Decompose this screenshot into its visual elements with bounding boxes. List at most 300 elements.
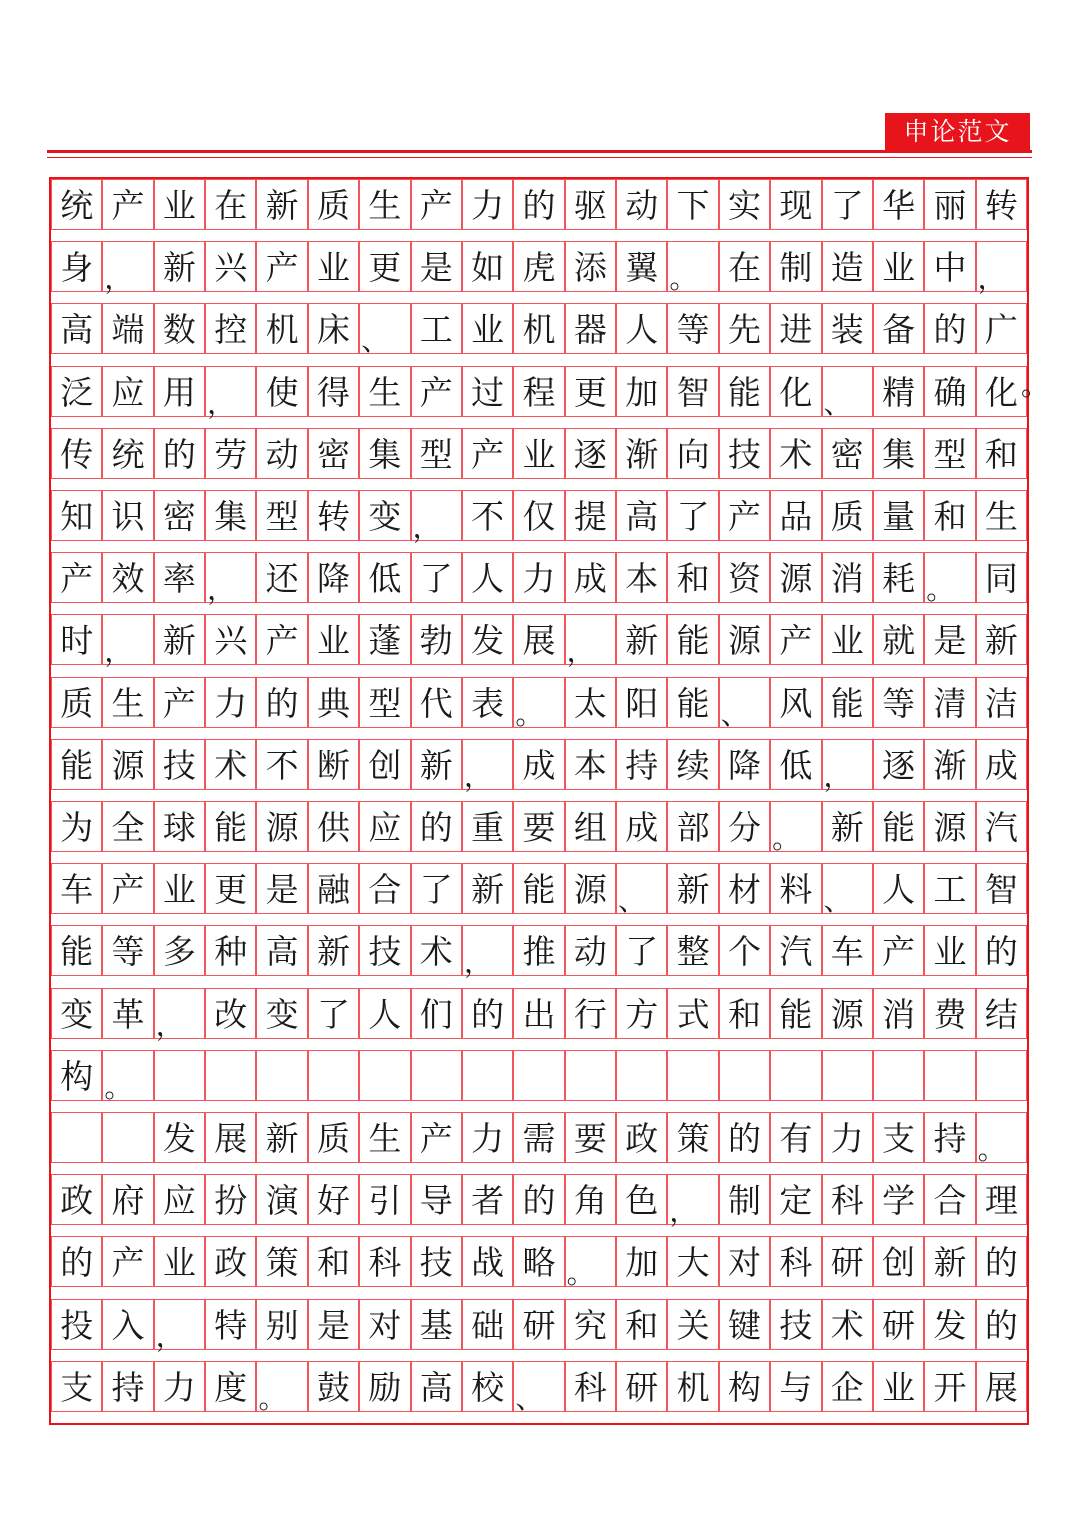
grid-cell: 的 [462,988,513,1039]
grid-cell: 业 [873,1361,924,1412]
grid-cell: 基 [411,1299,462,1350]
grid-cell: 组 [565,801,616,852]
grid-cell: 成 [616,801,667,852]
grid-row [51,490,1027,552]
grid-cell: 车 [822,925,873,976]
grid-cell [976,1050,1027,1101]
grid-cell: 关 [667,1299,718,1350]
grid-cell: 识 [102,490,153,541]
punctuation-mark: 。 [1021,368,1050,402]
grid-cell: 造 [822,241,873,292]
grid-cell: 和 [976,428,1027,479]
grid-cell: 高 [51,303,102,354]
grid-cell: 技 [770,1299,821,1350]
grid-cell: 生 [102,677,153,728]
grid-cell: 能 [51,739,102,790]
grid-cell: 开 [924,1361,975,1412]
grid-cell: 能 [205,801,256,852]
grid-cell: 型 [359,677,410,728]
grid-cell [359,1050,410,1101]
grid-cell: 多 [154,925,205,976]
grid-cell: 源 [924,801,975,852]
grid-cell: 鼓 [308,1361,359,1412]
grid-cell: 密 [822,428,873,479]
grid-cell: 分 [719,801,770,852]
grid-cell: 能 [719,366,770,417]
grid-cell [924,1050,975,1101]
grid-cell: 需 [513,1112,564,1163]
grid-cell [308,1050,359,1101]
punctuation-mark: 。 [926,573,955,607]
punctuation-mark: 、 [823,386,852,420]
grid-cell: 方 [616,988,667,1039]
grid-cell: 兴 [205,241,256,292]
grid-cell: 制 [770,241,821,292]
grid-cell: 向 [667,428,718,479]
punctuation-mark: 。 [258,1381,287,1415]
grid-cell [719,1050,770,1101]
grid-cell: 的 [256,677,307,728]
grid-cell: 政 [51,1174,102,1225]
grid-cell: 虎 [513,241,564,292]
grid-cell: 车 [51,863,102,914]
grid-cell: 低 [770,739,821,790]
grid-cell: 了 [667,490,718,541]
grid-cell: 种 [205,925,256,976]
grid-cell [154,1050,205,1101]
grid-cell: 质 [308,179,359,230]
grid-cell: 者 [462,1174,513,1225]
grid-cell: 发 [462,614,513,665]
grid-cell: 产 [256,614,307,665]
grid-cell: 重 [462,801,513,852]
grid-cell: 型 [411,428,462,479]
punctuation-mark: 。 [515,697,544,731]
grid-cell [667,1050,718,1101]
grid-cell: 结 [976,988,1027,1039]
grid-cell: 行 [565,988,616,1039]
grid-cell: 应 [154,1174,205,1225]
grid-cell: 渐 [924,739,975,790]
grid-cell: 入 [102,1299,153,1350]
grid-cell: 知 [51,490,102,541]
punctuation-mark: ， [155,1319,184,1353]
grid-cell: 现 [770,179,821,230]
grid-cell: 企 [822,1361,873,1412]
grid-cell: 的 [719,1112,770,1163]
grid-cell: 更 [565,366,616,417]
grid-row [51,614,1027,676]
grid-cell: 好 [308,1174,359,1225]
grid-cell: 术 [411,925,462,976]
grid-cell: 等 [102,925,153,976]
grid-cell: 转 [976,179,1027,230]
grid-cell: 发 [154,1112,205,1163]
punctuation-mark: ， [977,262,1006,296]
grid-cell: 仅 [513,490,564,541]
grid-cell: 和 [667,552,718,603]
grid-cell: 科 [770,1236,821,1287]
grid-cell: 生 [976,490,1027,541]
grid-cell: 劳 [205,428,256,479]
grid-cell: 和 [616,1299,667,1350]
punctuation-mark: ， [207,386,236,420]
grid-cell: 智 [667,366,718,417]
grid-cell [256,1050,307,1101]
grid-cell: 动 [616,179,667,230]
grid-cell: 们 [411,988,462,1039]
grid-row [51,1050,1027,1112]
grid-cell: 业 [154,863,205,914]
grid-cell: 料 [770,863,821,914]
grid-cell: 传 [51,428,102,479]
grid-cell: 集 [873,428,924,479]
grid-row [51,241,1027,303]
grid-cell: 战 [462,1236,513,1287]
grid-cell: 能 [51,925,102,976]
grid-cell: 产 [411,1112,462,1163]
grid-cell: 为 [51,801,102,852]
grid-cell: 加 [616,366,667,417]
grid-cell: 消 [822,552,873,603]
grid-row [51,739,1027,801]
grid-cell: 展 [513,614,564,665]
grid-cell: 低 [359,552,410,603]
grid-cell: 数 [154,303,205,354]
grid-cell: 生 [359,366,410,417]
grid-cell: 展 [205,1112,256,1163]
grid-cell: 新 [256,179,307,230]
grid-cell: 发 [924,1299,975,1350]
grid-cell: 源 [822,988,873,1039]
grid-cell: 能 [873,801,924,852]
grid-cell: 是 [256,863,307,914]
grid-cell: 色 [616,1174,667,1225]
punctuation-mark: 。 [772,822,801,855]
grid-cell: 集 [359,428,410,479]
grid-cell: 动 [565,925,616,976]
grid-cell: 角 [565,1174,616,1225]
grid-cell: 太 [565,677,616,728]
grid-cell [873,1050,924,1101]
grid-cell: 集 [205,490,256,541]
grid-cell: 革 [102,988,153,1039]
grid-cell: 术 [822,1299,873,1350]
grid-cell: 政 [205,1236,256,1287]
grid-cell: 泛 [51,366,102,417]
grid-row [51,1236,1027,1298]
grid-cell: 产 [154,677,205,728]
grid-cell: 业 [873,241,924,292]
grid-cell: 应 [359,801,410,852]
grid-cell: 理 [976,1174,1027,1225]
grid-cell: 产 [411,179,462,230]
grid-cell: 研 [873,1299,924,1350]
grid-cell: 成 [565,552,616,603]
grid-cell: 的 [976,1236,1027,1287]
grid-cell: 础 [462,1299,513,1350]
grid-cell: 新 [924,1236,975,1287]
grid-cell: 导 [411,1174,462,1225]
grid-cell: 策 [256,1236,307,1287]
grid-cell: 驱 [565,179,616,230]
grid-cell: 产 [102,1236,153,1287]
grid-cell: 过 [462,366,513,417]
punctuation-mark: ， [155,1008,184,1042]
grid-cell: 产 [770,614,821,665]
grid-cell: 降 [719,739,770,790]
grid-row [51,428,1027,490]
grid-row [51,179,1027,241]
grid-cell: 变 [51,988,102,1039]
grid-cell: 特 [205,1299,256,1350]
grid-cell: 产 [256,241,307,292]
grid-cell: 华 [873,179,924,230]
grid-cell: 能 [667,677,718,728]
grid-cell: 和 [308,1236,359,1287]
grid-cell: 加 [616,1236,667,1287]
grid-cell: 人 [462,552,513,603]
grid-cell: 对 [359,1299,410,1350]
grid-cell: 新 [256,1112,307,1163]
grid-cell: 的 [154,428,205,479]
grid-cell: 新 [154,241,205,292]
grid-cell: 业 [822,614,873,665]
grid-cell: 构 [719,1361,770,1412]
grid-cell: 转 [308,490,359,541]
grid-cell: 端 [102,303,153,354]
grid-cell: 府 [102,1174,153,1225]
grid-cell [205,1050,256,1101]
grid-cell: 对 [719,1236,770,1287]
grid-cell: 确 [924,366,975,417]
grid-cell: 产 [719,490,770,541]
grid-cell: 推 [513,925,564,976]
grid-cell: 下 [667,179,718,230]
grid-cell: 如 [462,241,513,292]
grid-cell: 是 [924,614,975,665]
grid-row [51,366,1050,428]
grid-cell: 产 [102,179,153,230]
grid-cell: 业 [154,1236,205,1287]
manuscript-grid [51,179,1050,1423]
grid-cell: 合 [359,863,410,914]
grid-cell: 在 [719,241,770,292]
grid-cell: 技 [719,428,770,479]
grid-cell: 代 [411,677,462,728]
grid-cell: 翼 [616,241,667,292]
grid-cell: 政 [616,1112,667,1163]
grid-cell: 科 [822,1174,873,1225]
grid-cell: 机 [513,303,564,354]
grid-cell: 成 [513,739,564,790]
grid-cell: 学 [873,1174,924,1225]
grid-cell: 动 [256,428,307,479]
grid-cell: 制 [719,1174,770,1225]
grid-cell: 力 [154,1361,205,1412]
grid-cell: 典 [308,677,359,728]
grid-cell: 源 [102,739,153,790]
grid-cell: 全 [102,801,153,852]
grid-cell [462,1050,513,1101]
grid-cell: 能 [770,988,821,1039]
grid-cell: 支 [51,1361,102,1412]
grid-cell: 技 [359,925,410,976]
grid-cell: 的 [513,1174,564,1225]
grid-cell: 质 [308,1112,359,1163]
grid-cell: 使 [256,366,307,417]
grid-cell: 力 [822,1112,873,1163]
grid-cell: 人 [616,303,667,354]
grid-cell: 新 [462,863,513,914]
grid-cell [770,1050,821,1101]
punctuation-mark: 、 [515,1381,544,1415]
grid-cell: 不 [256,739,307,790]
punctuation-mark: ， [463,759,492,793]
grid-cell: 先 [719,303,770,354]
grid-cell: 实 [719,179,770,230]
grid-cell: 更 [205,863,256,914]
grid-cell: 就 [873,614,924,665]
grid-cell: 科 [565,1361,616,1412]
grid-cell: 业 [924,925,975,976]
grid-cell: 器 [565,303,616,354]
grid-cell: 丽 [924,179,975,230]
grid-cell: 力 [462,179,513,230]
grid-cell: 新 [616,614,667,665]
punctuation-mark: ， [207,573,236,607]
grid-cell: 了 [411,863,462,914]
grid-cell: 续 [667,739,718,790]
grid-cell: 生 [359,179,410,230]
grid-cell: 高 [256,925,307,976]
grid-cell [51,1112,102,1163]
grid-cell: 产 [873,925,924,976]
grid-cell: 身 [51,241,102,292]
grid-cell: 备 [873,303,924,354]
grid-cell: 研 [513,1299,564,1350]
grid-cell: 能 [822,677,873,728]
grid-cell: 化 [770,366,821,417]
grid-cell: 合 [924,1174,975,1225]
grid-cell: 术 [770,428,821,479]
grid-cell: 校 [462,1361,513,1412]
grid-cell: 费 [924,988,975,1039]
grid-cell: 密 [154,490,205,541]
grid-cell: 生 [359,1112,410,1163]
grid-cell: 新 [822,801,873,852]
grid-cell: 进 [770,303,821,354]
grid-row [51,1174,1027,1236]
grid-cell: 材 [719,863,770,914]
punctuation-mark: ， [104,635,133,669]
grid-cell: 是 [411,241,462,292]
grid-cell: 程 [513,366,564,417]
grid-cell: 研 [822,1236,873,1287]
grid-cell: 融 [308,863,359,914]
grid-cell: 演 [256,1174,307,1225]
punctuation-mark: 。 [669,262,698,296]
grid-cell: 产 [102,863,153,914]
grid-row [51,303,1027,365]
grid-cell [822,1050,873,1101]
grid-cell: 策 [667,1112,718,1163]
grid-cell: 提 [565,490,616,541]
grid-row [51,552,1027,614]
punctuation-mark: ， [104,262,133,296]
grid-cell: 效 [102,552,153,603]
grid-cell: 统 [51,179,102,230]
grid-cell: 消 [873,988,924,1039]
grid-cell: 出 [513,988,564,1039]
grid-cell: 供 [308,801,359,852]
grid-cell: 等 [873,677,924,728]
grid-cell: 控 [205,303,256,354]
grid-cell: 产 [411,366,462,417]
grid-cell: 得 [308,366,359,417]
grid-cell: 展 [976,1361,1027,1412]
grid-cell: 等 [667,303,718,354]
grid-cell: 大 [667,1236,718,1287]
grid-cell: 清 [924,677,975,728]
grid-cell: 工 [411,303,462,354]
grid-cell: 不 [462,490,513,541]
grid-cell: 工 [924,863,975,914]
grid-cell: 广 [976,303,1027,354]
grid-cell: 创 [359,739,410,790]
grid-cell: 在 [205,179,256,230]
grid-cell: 勃 [411,614,462,665]
grid-cell: 产 [51,552,102,603]
grid-cell: 的 [976,1299,1027,1350]
header-rule-thin [47,157,1032,158]
grid-row [51,988,1027,1050]
grid-cell: 型 [256,490,307,541]
grid-cell: 品 [770,490,821,541]
grid-row [51,677,1027,739]
grid-cell: 逐 [565,428,616,479]
grid-cell: 高 [411,1361,462,1412]
grid-cell: 更 [359,241,410,292]
grid-cell: 风 [770,677,821,728]
grid-row [51,925,1027,987]
grid-cell: 用 [154,366,205,417]
grid-row [51,863,1027,925]
grid-cell: 术 [205,739,256,790]
grid-cell: 构 [51,1050,102,1101]
grid-cell: 机 [256,303,307,354]
grid-cell [616,1050,667,1101]
punctuation-mark: 、 [720,697,749,731]
grid-cell: 耗 [873,552,924,603]
grid-cell: 改 [205,988,256,1039]
grid-cell: 汽 [770,925,821,976]
punctuation-mark: ， [463,946,492,980]
grid-row [51,1361,1027,1423]
grid-cell: 断 [308,739,359,790]
grid-cell: 源 [719,614,770,665]
grid-cell: 投 [51,1299,102,1350]
grid-cell: 研 [616,1361,667,1412]
punctuation-mark: ， [566,635,595,669]
grid-cell: 整 [667,925,718,976]
grid-cell: 床 [308,303,359,354]
grid-cell [102,1112,153,1163]
grid-cell: 力 [205,677,256,728]
grid-cell: 中 [924,241,975,292]
grid-cell: 创 [873,1236,924,1287]
section-badge: 申论范文 [885,113,1030,150]
